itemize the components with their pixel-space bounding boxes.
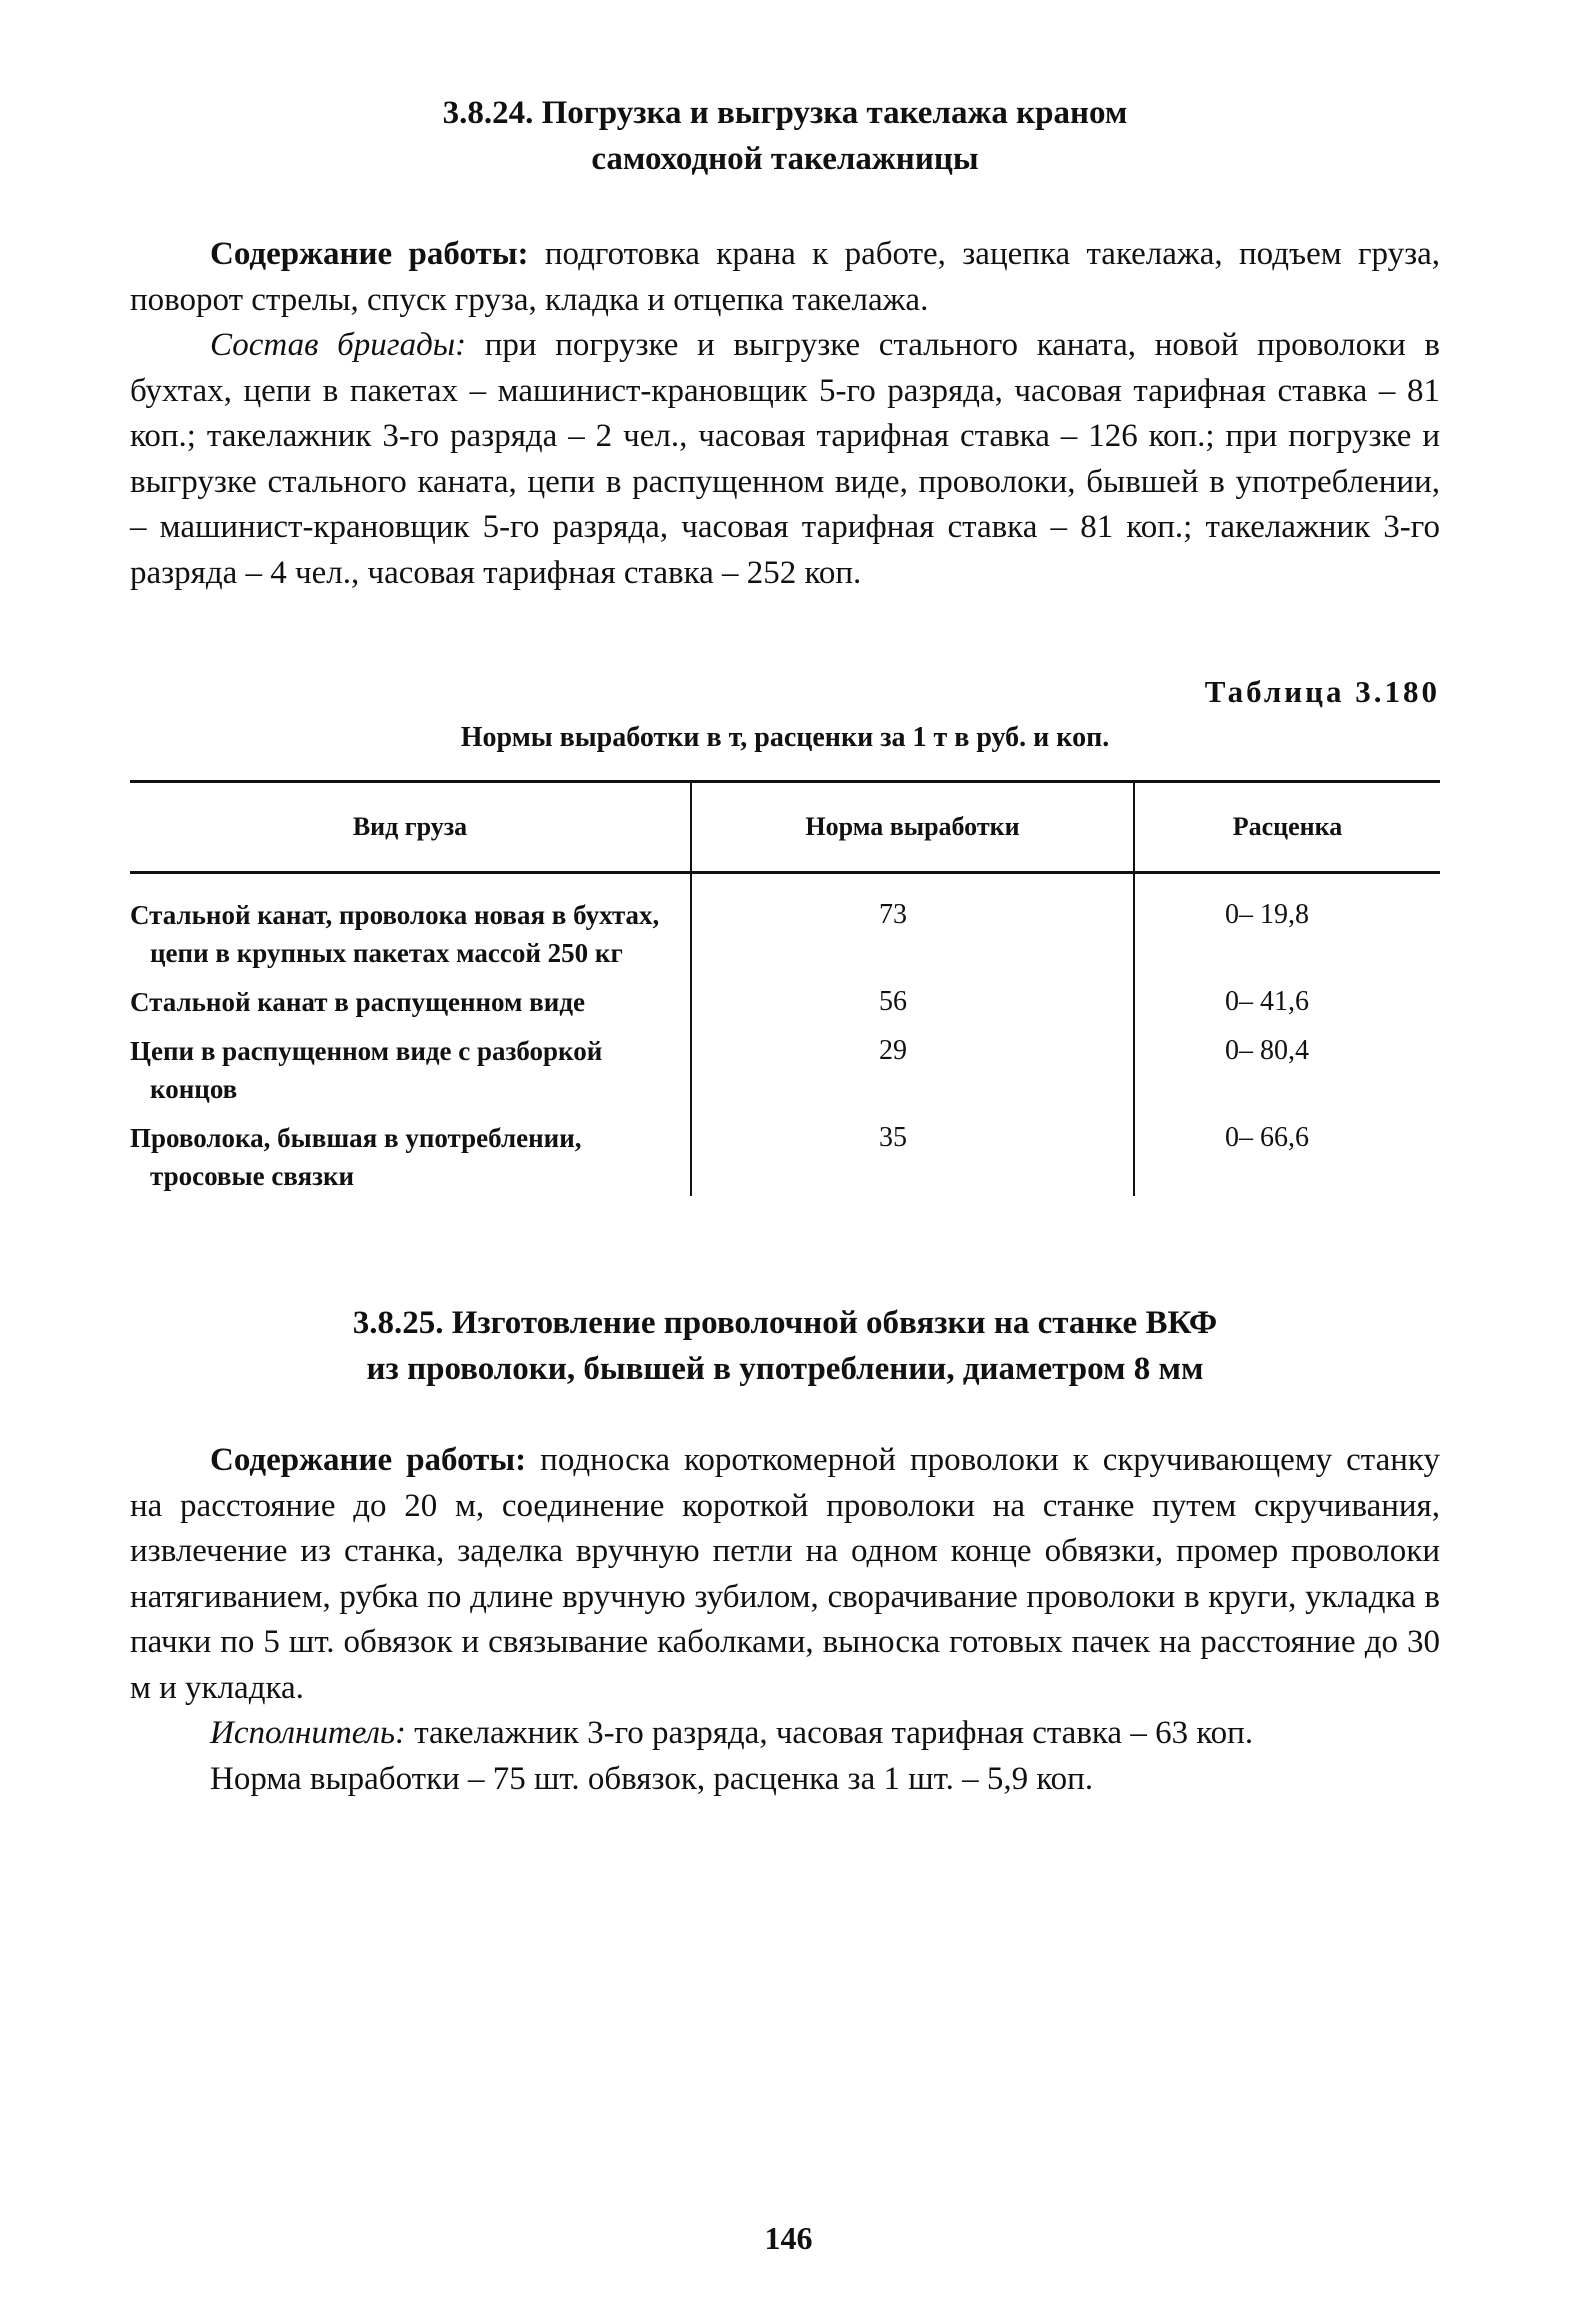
column-header-norm: Норма выработки [691, 782, 1134, 873]
cargo-cell: Проволока, бывшая в употреблении, тросовые связки [130, 1123, 582, 1191]
rate-cell: 0– 41,6 [1134, 973, 1440, 1022]
heading-line-2: самоходной такелажницы [591, 141, 979, 177]
crew-lead: Состав бригады: [210, 327, 467, 363]
norms-table [130, 780, 1440, 1196]
work-content-lead: Содержание работы: [210, 236, 529, 272]
cargo-cell: Стальной канат, проволока новая в бухтах, цепи в крупных пакетах массой 250 кг [130, 900, 660, 968]
page-number: 146 [764, 2220, 813, 2256]
rate-cell: 0– 66,6 [1134, 1109, 1440, 1196]
table-caption: Нормы выработки в т, расценки за 1 т в руб. и коп. [460, 722, 1110, 753]
heading-line-1: 3.8.24. Погрузка и выгрузка такелажа краном [442, 95, 1128, 131]
performer-lead: Исполнитель: [210, 1715, 406, 1751]
output-norm-paragraph: Норма выработки – 75 шт. обвязок, расценка за 1 шт. – 5,9 коп. [210, 1760, 1094, 1797]
table-row [130, 873, 1440, 974]
performer-paragraph [130, 1711, 1440, 1757]
heading-line-1: 3.8.25. Изготовление проволочной обвязки на станке ВКФ [352, 1305, 1218, 1341]
crew-text: при погрузке и выгрузке стального каната, новой проволоки в бухтах, цепи в пакетах – машинист-крановщик 5-го разряда, часовая тарифная ставка – 81 коп.; такелажник 3-го разряда – 2 чел., часовая тарифная ставка – 126 коп.; при погрузке и выгрузке стального каната, цепи в распущенном виде, проволоки, бывшей в употреблении, – машинист-крановщик 5-го разряда, часовая тарифная ставка – 81 коп.; такелажник 3-го разряда – 4 чел., часовая тарифная ставка – 252 коп. [130, 327, 1440, 591]
heading-line-2: из проволоки, бывшей в употреблении, диаметром 8 мм [366, 1351, 1204, 1387]
rate-cell: 0– 19,8 [1134, 873, 1440, 974]
cargo-cell: Стальной канат в распущенном виде [130, 987, 585, 1017]
crew-paragraph [130, 323, 1440, 596]
norm-cell: 56 [691, 973, 1134, 1022]
table-row [130, 973, 1440, 1022]
table-header-row [130, 782, 1440, 873]
section-heading-3-8-24 [130, 90, 1440, 182]
work-content-paragraph [130, 1438, 1440, 1711]
norm-cell: 73 [691, 873, 1134, 974]
table-row [130, 1022, 1440, 1109]
table-label: Таблица 3.180 [1204, 674, 1440, 709]
work-content-text: подноска короткомерной проволоки к скручивающему станку на расстояние до 20 м, соединение короткой проволоки на станке путем скручивания, извлечение из станка, заделка вручную петли на одном конце обвязки, промер проволоки натягиванием, рубка по длине вручную зубилом, сворачивание проволоки в круги, укладка в пачки по 5 шт. обвязок и связывание каболками, выноска готовых пачек на расстояние до 30 м и укладка. [130, 1442, 1441, 1706]
section-heading-3-8-25 [130, 1300, 1440, 1392]
column-header-rate: Расценка [1134, 782, 1440, 873]
work-content-lead: Содержание работы: [210, 1442, 527, 1478]
norm-cell: 35 [691, 1109, 1134, 1196]
rate-cell: 0– 80,4 [1134, 1022, 1440, 1109]
norm-cell: 29 [691, 1022, 1134, 1109]
column-header-cargo: Вид груза [130, 782, 691, 873]
table-row [130, 1109, 1440, 1196]
work-content-text: подготовка крана к работе, зацепка такелажа, подъем груза, поворот стрелы, спуск груза, кладка и отцепка такелажа. [130, 236, 1441, 318]
work-content-paragraph [130, 232, 1440, 323]
document-page [130, 90, 1440, 1802]
cargo-cell: Цепи в распущенном виде с разборкой концов [130, 1036, 603, 1104]
performer-text: такелажник 3-го разряда, часовая тарифная ставка – 63 коп. [405, 1715, 1254, 1751]
